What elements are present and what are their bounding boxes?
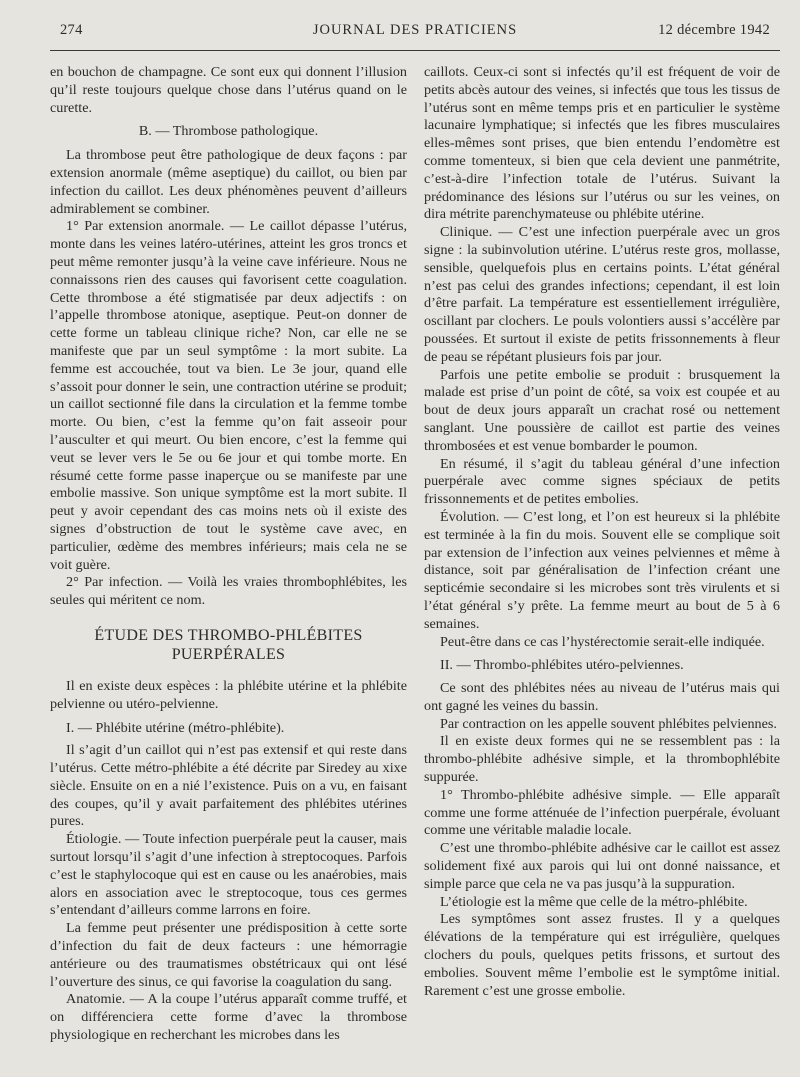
subsection-heading-utero-pelviennes: II. — Thrombo-phlébites utéro-pelviennes.: [440, 657, 684, 674]
section-heading: ÉTUDE DES THROMBO-PHLÉBITES PUERPÉRALES: [94, 626, 363, 663]
subsection-heading-phlebite-uterine: I. — Phlébite utérine (métro-phlébite).: [66, 719, 285, 736]
paragraph-anatomie: Anatomie. — A la coupe l’utérus apparaît comme truffé, et on différenciera cette forme d’avec la thrombose physiologique en recherchant les microbes dans les: [50, 991, 407, 1044]
paragraph-continuation: en bouchon de champagne. Ce sont eux qui donnent l’illusion qu’il reste toujours quelque chose dans l’utérus quand on le curette.: [50, 64, 407, 116]
paragraph-clinique: Clinique. — C’est une infection puerpérale avec un gros signe : la subinvolution utérine. L’utérus reste gros, mollasse, sensible, quelquefois plus en certains points. L’état général n’est pas celui des grandes infections; cependant, il est loin d’être parfait. La température est essentiellement irrégulière, oscillant par clochers. Le pouls volontiers aussi s’accélère par poussées. Et surtout il existe de petits frissonnements à fleur de peau se répétant plusieurs fois par jour.: [424, 224, 780, 365]
left-column: [50, 64, 407, 1045]
paragraph: Il en existe deux formes qui ne se ressemblent pas : la thrombo-phlébite adhésive simple, et la thrombophlébite suppurée.: [424, 733, 780, 786]
right-column: [424, 64, 780, 1000]
page-number: 274: [60, 22, 83, 38]
paragraph-evolution: Évolution. — C’est long, et l’on est heureux si la phlébite est terminée à la fin du mois. Souvent elle se complique soit par extension de l’infection aux veines pelviennes et même à distance, soit par généralisation de l’infection créant une septicémie secondaire si les microbes sont très virulents et si l’état général s’y prête. La femme meurt au bout de 5 à 6 semaines.: [424, 508, 780, 632]
paragraph: Il s’agit d’un caillot qui n’est pas extensif et qui reste dans l’utérus. Cette métro-phlébite a été décrite par Siredey au xixe siècle. Ensuite on en a nié l’existence. Puis on a vu, en faisant des coupes, qu’il y avait parfaitement des phlébites utérines pures.: [50, 742, 407, 830]
paragraph: En résumé, il s’agit du tableau général d’une infection puerpérale avec comme signes spéciaux de petits frissonnements et de petites embolies.: [424, 455, 780, 508]
journal-title: JOURNAL DES PRATICIENS: [312, 22, 518, 38]
header-rule: [50, 50, 780, 51]
paragraph: Il en existe deux espèces : la phlébite utérine et la phlébite pelvienne ou utéro-pelvienne.: [50, 677, 407, 712]
running-header: [60, 22, 770, 46]
issue-date: 12 décembre 1942: [658, 22, 770, 38]
paragraph: Peut-être dans ce cas l’hystérectomie serait-elle indiquée.: [440, 633, 765, 650]
paragraph: Par contraction on les appelle souvent phlébites pelviennes.: [440, 715, 777, 732]
paragraph: La thrombose peut être pathologique de deux façons : par extension anormale (même aseptique) du caillot, ou bien par infection du caillot. Les deux phénomènes peuvent d’ailleurs admirablement se combiner.: [50, 147, 407, 217]
paragraph-symptomes: Les symptômes sont assez frustes. Il y a quelques élévations de la température qui est irrégulière, quelques clochers du pouls, quelques petits frissons, et surtout des embolies. Souvent même l’embolie est le symptôme initial. Rarement c’est une grosse embolie.: [424, 911, 780, 999]
paragraph-adhesive-simple: 1° Thrombo-phlébite adhésive simple. — Elle apparaît comme une forme atténuée de l’infection puerpérale, évoluant comme une véritable maladie locale.: [424, 786, 780, 839]
paragraph-extension-anormale: 1° Par extension anormale. — Le caillot dépasse l’utérus, monte dans les veines latéro-utérines, atteint les gros troncs et peut même remonter jusqu’à la veine cave inférieure. Nous ne connaissons rien des causes qui favorisent cette coagulation. Cette thrombose a été stigmatisée par deux adjectifs : on l’appelle thrombose atonique, aseptique. Peut-on donner de cette forme un tableau clinique riche? Non, car elle ne se manifeste que par un seul symptôme : la mort subite. La femme est accouchée, tout va bien. Le 3e jour, quand elle s’assoit pour donner le sein, une contraction utérine se produit; un caillot sectionné file dans la circulation et la femme tombe morte. Ou bien, c’est la femme qu’on fait asseoir pour l’ausculter et qui meurt. Ou bien encore, c’est la femme qui veut se lever vers le 5e ou 6e jour et qui tombe morte. En résumé cette forme passe inaperçue ou se manifeste par une embolie massive. Son unique symptôme est la mort subite. Il peut y avoir cependant des cas moins nets où il existe des signes d’obstruction de tout le système cave avec, en particulier, œdème des membres inférieurs; mais cela ne se voit guère.: [50, 218, 407, 573]
subheading-thrombose-pathologique: B. — Thrombose pathologique.: [138, 123, 319, 140]
paragraph-etiologie: Étiologie. — Toute infection puerpérale peut la causer, mais surtout lorsqu’il s’agit d’une infection à streptocoques. Parfois c’est le staphylocoque qui est en cause ou les anaérobies, mais alors en association avec le streptocoque, tous ces germes s’entendant d’ailleurs comme larrons en foire.: [50, 831, 407, 919]
paragraph: La femme peut présenter une prédisposition à cette sorte d’infection du fait de deux facteurs : une hémorragie antérieure ou des traumatismes obstétricaux qui ont lésé l’ouverture des sinus, ce qui favorise la coagulation du sang.: [50, 920, 407, 990]
paragraph-etiologie: L’étiologie est la même que celle de la métro-phlébite.: [440, 893, 748, 910]
paragraph-continuation: caillots. Ceux-ci sont si infectés qu’il est fréquent de voir de petits abcès autour des veines, si infectés que tous les tissus de l’utérus sont en même temps pris et en particulier le système lacunaire lymphatique; si infectés que les fibres musculaires elles-mêmes sont prises, que bien entendu l’endomètre est comme tomenteux, si bien que cela devient une panmétrite, c’est-à-dire l’infection totale de l’utérus. Suivant la prédominance des lésions sur l’utérus ou sur les veines, on dira métrite parenchymateuse ou phlébite utérine.: [424, 64, 780, 223]
paragraph: Parfois une petite embolie se produit : brusquement la malade est prise d’un point de côté, sa voix est coupée et au bout de deux jours apparaît un crachat rosé ou nettement sanglant. Une poussière de caillot est partie des veines thrombosées et est venue bombarder le poumon.: [424, 366, 780, 454]
paragraph: C’est une thrombo-phlébite adhésive car le caillot est assez solidement fixé aux parois qui lui ont donné naissance, et simple parce que cela ne va pas jusqu’à la suppuration.: [424, 840, 780, 892]
paragraph-par-infection: 2° Par infection. — Voilà les vraies thrombophlébites, les seules qui méritent ce nom.: [50, 574, 407, 609]
paragraph: Ce sont des phlébites nées au niveau de l’utérus mais qui ont gagné les veines du bassin.: [424, 680, 780, 714]
